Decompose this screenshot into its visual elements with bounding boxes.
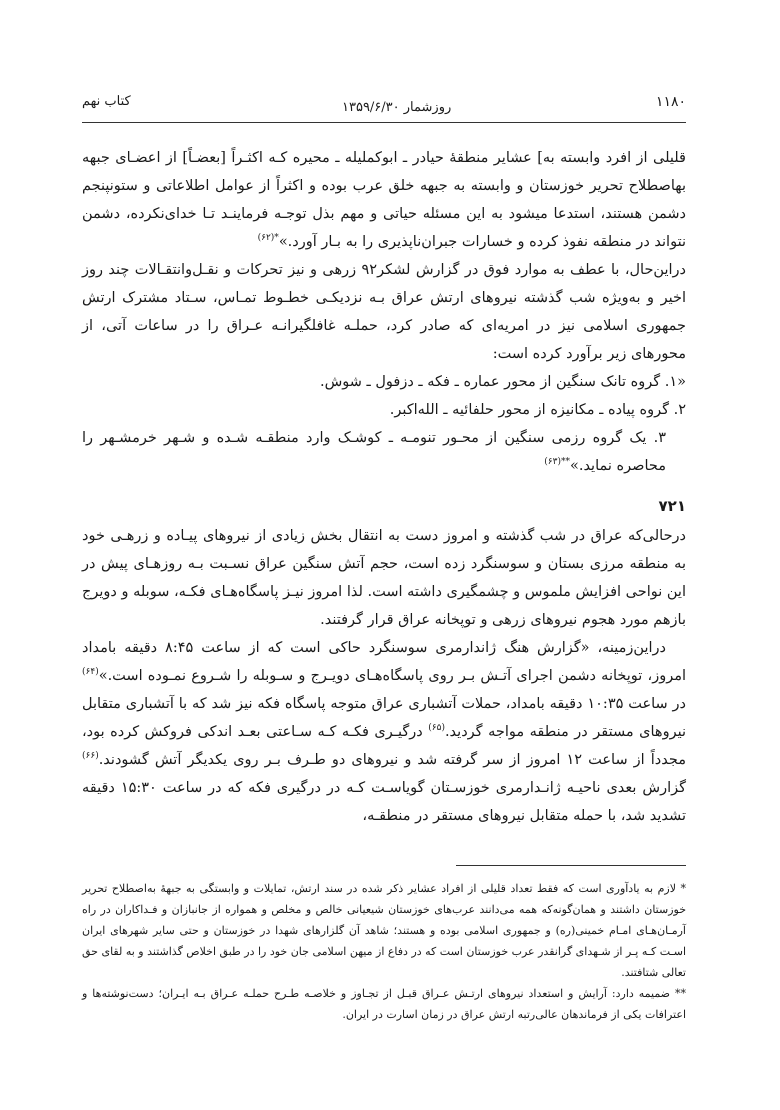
footnote-rule <box>456 865 686 866</box>
list-item-3-text: ۳. یک گروه رزمی سنگین از محـور تنومـه ـ کوشـک وارد منطقـه شـده و شـهر خرمشـهر را محاصره نماید.» <box>82 430 666 474</box>
entry-paragraph-2 <box>82 634 686 830</box>
ref-64: (۶۴) <box>82 667 99 678</box>
entry-paragraph-2-part-b: در ساعت ۱۰:۳۵ دقیقه بامداد، حملات آتشباری عراق متوجه پاسگاه فکه نیز شد که با آتشباری متقابل نیروهای مستقر در منطقه مواجه گردید. <box>82 696 686 740</box>
body-text <box>82 144 686 830</box>
intro-paragraph-1-text: قلیلی از افرد وابسته به] عشایر منطقهٔ حیادر ـ ابوکملیله ـ محیره کـه اکثـراً [بعضـاً] از اعضـای جبهه بهاصطلاح تحریر خوزستان و وابسته به جبهه خلق عرب بوده و اکثراً از عوامل اطلاعاتی و ستونپنجم دشمن هستند، استدعا میشود به این مسئله حیاتی و مهم بذل توجـه فرماینـد تـا خدای‌نکرده، دشمن نتواند در منطقه نفوذ کرده و خسارات جبران‌ناپذیری را به بـار آورد.» <box>82 150 686 250</box>
entry-paragraph-1: درحالی‌که عراق در شب گذشته و امروز دست به انتقال بخش زیادی از نیروهای پیـاده و زرهـی خود به منطقه مرزی بستان و سوسنگرد زده است، حجم آتش سنگین عراق نسـبت بـه روزهـای پیش در این نواحی افزایش ملموس و چشمگیری داشته است. لذا امروز نیـز پاسگاه‌هـای فکـه، سوبله و دویرج بازهم مورد هجوم نیروهای زرهی و توپخانه عراق قرار گرفتند. <box>82 528 686 628</box>
running-title: روزشمار ۱۳۵۹/۶/۳۰ <box>342 100 452 115</box>
book-title: کتاب نهم <box>82 94 131 109</box>
footnote-ref-63: **(۶۳) <box>544 457 570 468</box>
footnote-ref-62: *(۶۲) <box>257 233 279 244</box>
list-item-3 <box>82 424 686 480</box>
page-number: ۱۱۸۰ <box>655 94 686 110</box>
entry-number: ۷۲۱ <box>658 497 686 515</box>
ref-65: (۶۵) <box>428 723 445 734</box>
footnote-2: ** ضمیمه دارد: آرایش و استعداد نیروهای ارتـش عـراق قبـل از تجـاوز و خلاصـه طـرح حملـه عـراق بـه ایـران؛ دست‌نوشته‌ها و اعترافات یکی از فرماندهان عالی‌رتبه ارتش عراق در زمان اسارت در ایران. <box>82 987 686 1021</box>
page-header <box>82 92 686 120</box>
ref-66: (۶۶) <box>82 751 99 762</box>
intro-paragraph-2: دراین‌حال، با عطف به موارد فوق در گزارش لشکر۹۲ زرهی و نیز تحرکات و نقـل‌وانتقـالات چند روز اخیر و به‌ویژه شب گذشته نیروهای ارتش عراق بـه نزدیکـی خطـوط تمـاس، سـتاد مشترک ارتش جمهوری اسلامی نیز در امریه‌ای که صادر کرد، حملـه غافلگیرانـه عـراق را در ساعات آتی، از محورهای زیر برآورد کرده است: <box>82 262 687 362</box>
entry-paragraph-2-part-c: درگیـری فکـه کـه سـاعتی بعـد اندکی فروکش کرده بود، مجدداً از ساعت ۱۲ امروز از سر گرفته شد و نیروهای دو طـرف بـر روی یکدیگر آتش گشودند. <box>82 724 686 768</box>
footnotes <box>82 878 686 1025</box>
footnote-1: * لازم به یادآوری است که فقط تعداد قلیلی از افراد عشایر ذکر شده در سند ارتش، تمایلات و وابستگی به جبههٔ به‌اصطلاح تحریر خوزستان داشتند و همان‌گونه‌که همه می‌دانند عرب‌های خوزستان شیعیانی خالص و مخلص و همواره از جانبازان و فـداکاران در راه آرمـان‌هـای امـام خمینی(ره) و جمهوری اسلامی بوده و هستند؛ شاهد آن گلزارهای شهدا در خوزستان و حتی سایر شهرهای ایران اسـت کـه پـر از شـهدای گرانقدر عرب خوزستان است که در دفاع از میهن اسلامی جان خود را در طبق اخلاص گذاشتند و به لقای حق تعالی شتافتند. <box>82 882 686 979</box>
header-rule <box>82 122 686 123</box>
entry-paragraph-2-part-d: گزارش بعدی ناحیـه ژانـدارمری خوزسـتان گویاسـت کـه در درگیری فکه که در ساعت ۱۵:۳۰ دقیقه تشدید شد، با حمله متقابل نیروهای مستقر در منطقـه، <box>82 780 686 824</box>
entry-paragraph-2-part-a: دراین‌زمینه، «گزارش هنگ ژاندارمری سوسنگرد حاکی است که از ساعت ۸:۴۵ دقیقه بامداد امروز، توپخانه دشمن اجرای آتـش بـر روی پاسگاه‌هـای دویـرج و سـوبله را شـروع نمـوده است.» <box>82 640 686 684</box>
list-item-2: ۲. گروه پیاده ـ مکانیزه از محور حلفائیه ـ الله‌اکبر. <box>389 402 686 418</box>
intro-paragraph-1 <box>82 144 686 256</box>
list-item-1: «۱. گروه تانک سنگین از محور عماره ـ فکه ـ دزفول ـ شوش. <box>319 374 686 390</box>
